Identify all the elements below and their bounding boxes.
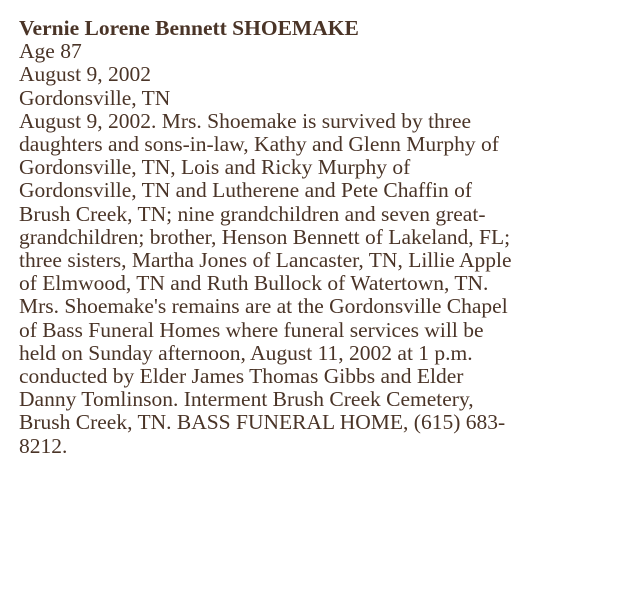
body-line: Brush Creek, TN. BASS FUNERAL HOME, (615) 683-: [19, 410, 506, 435]
body-line: three sisters, Martha Jones of Lancaster, TN, Lillie Apple: [19, 248, 512, 273]
body-line: conducted by Elder James Thomas Gibbs and Elder: [19, 364, 464, 389]
body-line: 8212.: [19, 433, 68, 458]
body-line: held on Sunday afternoon, August 11, 2002 at 1 p.m.: [19, 340, 473, 365]
obituary-body: [19, 110, 629, 458]
obituary-document: [19, 17, 629, 458]
body-line: of Bass Funeral Homes where funeral services will be: [19, 317, 484, 342]
body-line: grandchildren; brother, Henson Bennett of Lakeland, FL;: [19, 224, 511, 249]
body-line: Gordonsville, TN, Lois and Ricky Murphy of: [19, 155, 411, 180]
body-line: of Elmwood, TN and Ruth Bullock of Watertown, TN.: [19, 271, 489, 296]
location-line: Gordonsville, TN: [19, 85, 171, 110]
date-line: August 9, 2002: [19, 62, 151, 87]
body-line: August 9, 2002. Mrs. Shoemake is survived by three: [19, 108, 472, 133]
deceased-name: Vernie Lorene Bennett SHOEMAKE: [19, 16, 359, 40]
body-line: Mrs. Shoemake's remains are at the Gordonsville Chapel: [19, 294, 508, 319]
body-line: daughters and sons-in-law, Kathy and Glenn Murphy of: [19, 132, 499, 157]
body-line: Danny Tomlinson. Interment Brush Creek Cemetery,: [19, 387, 474, 412]
age-line: Age 87: [19, 39, 82, 64]
body-line: Brush Creek, TN; nine grandchildren and seven great-: [19, 201, 486, 226]
body-line: Gordonsville, TN and Lutherene and Pete Chaffin of: [19, 178, 472, 203]
